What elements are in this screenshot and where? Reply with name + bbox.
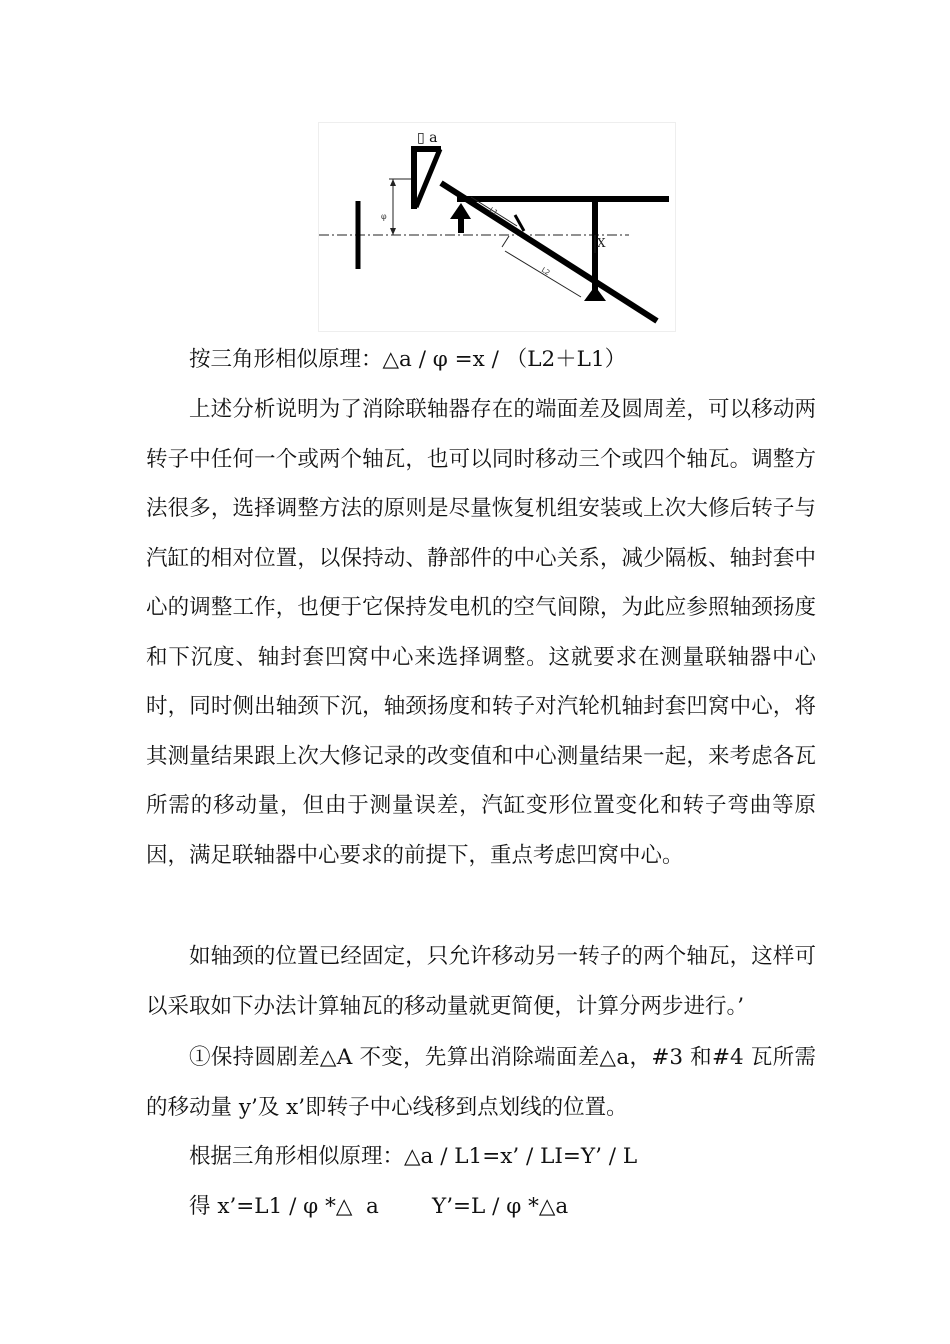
l1-label: L1 xyxy=(487,205,500,218)
inclined-rotor-line xyxy=(441,183,657,321)
l2-label: L2 xyxy=(539,265,552,278)
formula-result-y: Y’=L / φ *△a xyxy=(432,1194,569,1219)
l2-start-tick xyxy=(502,236,509,247)
delta-a-diagonal xyxy=(416,149,440,207)
formula-similar-triangles-1: 按三角形相似原理：△a / φ =x / （L2＋L1） xyxy=(189,347,627,372)
x-label: X xyxy=(597,236,606,250)
phi-arrow-down xyxy=(390,228,396,235)
paragraph-fixed-journal: 如轴颈的位置已经固定，只允许移动另一转子的两个轴瓦，这样可以采取如下办法计算轴瓦的移动量就更简便，计算分两步进行。’ xyxy=(146,944,816,1019)
paragraph-adjustment-principle: 上述分析说明为了消除联轴器存在的端面差及圆周差，可以移动两转子中任何一个或两个轴瓦，也可以同时移动三个或四个轴瓦。调整方法很多，选择调整方法的原则是尽量恢复机组安装或上次大修后转子与汽缸的相对位置，以保持动、静部件的中心关系，减少隔板、轴封套中心的调整工作，也便于它保持发电机的空气间隙，为此应参照轴颈扬度和下沉度、轴封套凹窝中心来选择调整。这就要求在测量联轴器中心时，同时侧出轴颈下沉，轴颈扬度和转子对汽轮机轴封套凹窝中心，将其测量结果跟上次大修记录的改变值和中心测量结果一起，来考虑各瓦所需的移动量，但由于测量误差，汽缸变形位置变化和转子弯曲等原因，满足联轴器中心要求的前提下，重点考虑凹窝中心。 xyxy=(146,397,816,868)
alignment-diagram xyxy=(318,122,676,332)
bearing-support-1 xyxy=(450,203,471,219)
paragraph-step-one: ①保持圆剧差△A 不变，先算出消除端面差△a，#3 和#4 瓦所需的移动量 y’及 x’即转子中心线移到点划线的位置。 xyxy=(146,1045,816,1120)
alignment-diagram-svg xyxy=(319,123,676,332)
phi-label: φ xyxy=(381,212,387,221)
formula-similar-triangles-2: 根据三角形相似原理：△a / L1=x’ / LI=Y’ / L xyxy=(189,1144,638,1169)
delta-a-label: ▯ a xyxy=(417,130,438,146)
formula-result-x: 得 x’=L1 / φ *△ a xyxy=(189,1194,379,1219)
phi-arrow-up xyxy=(390,179,396,186)
